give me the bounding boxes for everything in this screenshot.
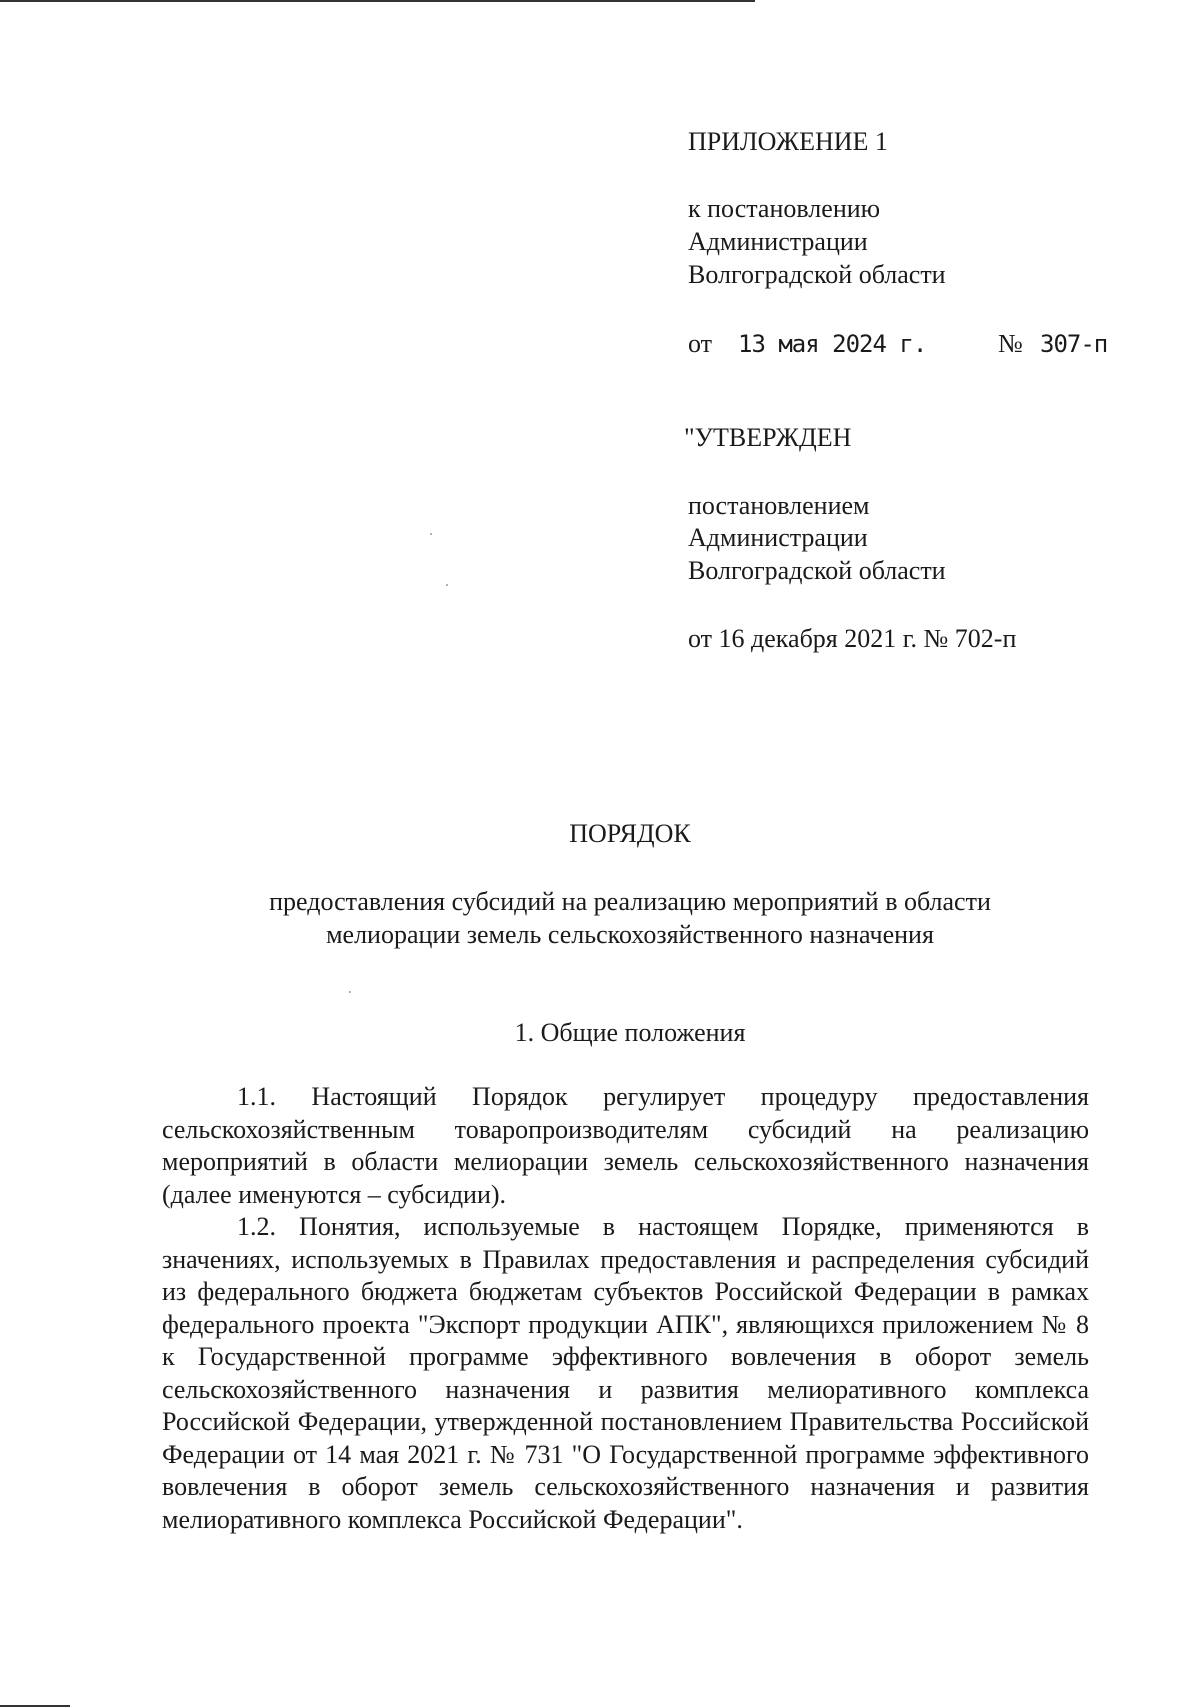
document-body bbox=[162, 1081, 1089, 1536]
approved-title: "УТВЕРЖДЕН bbox=[684, 423, 852, 452]
appendix-date-value: 13 мая 2024 г. bbox=[738, 330, 927, 358]
document-subtitle-line-2: мелиорации земель сельскохозяйственного назначения bbox=[326, 920, 934, 949]
approved-by-line-3: Волгоградской области bbox=[688, 556, 946, 585]
section-heading: 1. Общие положения bbox=[514, 1018, 746, 1047]
appendix-date-prefix: от bbox=[688, 329, 713, 358]
appendix-number-prefix: № bbox=[998, 329, 1023, 358]
appendix-number-value: 307-п bbox=[1040, 330, 1108, 358]
scan-top-border bbox=[0, 0, 755, 2]
scan-speck bbox=[446, 584, 448, 586]
document-title: ПОРЯДОК bbox=[569, 819, 691, 848]
scan-speck bbox=[349, 991, 351, 993]
approved-by-line-1: постановлением bbox=[688, 491, 870, 520]
appendix-to-line-3: Волгоградской области bbox=[688, 260, 946, 289]
approved-by-line-2: Администрации bbox=[688, 523, 868, 552]
document-subtitle-line-1: предоставления субсидий на реализацию мероприятий в области bbox=[269, 887, 991, 916]
scan-speck bbox=[430, 533, 432, 535]
appendix-to-line-2: Администрации bbox=[688, 227, 868, 256]
paragraph-1-2: 1.2. Понятия, используемые в настоящем Порядке, применяются в значениях, используемых в Правилах предоставления и распределения субсидий из федерального бюджета бюджетам субъектов Российской Федерации в рамках федерального проекта "Экспорт продукции АПК", являющихся приложением № 8 к Государственной программе эффективного вовлечения в оборот земель сельскохозяйственного назначения и развития мелиоративного комплекса Российской Федерации, утвержденной постановлением Правительства Российской Федерации от 14 мая 2021 г. № 731 "О Государственной программе эффективного вовлечения в оборот земель сельскохозяйственного назначения и развития мелиоративного комплекса Российской Федерации". bbox=[162, 1212, 1089, 1534]
paragraph-1-1: 1.1. Настоящий Порядок регулирует процедуру предоставления сельскохозяйственным товаропроизводителям субсидий на реализацию мероприятий в области мелиорации земель сельскохозяйственного назначения (далее именуются – субсидии). bbox=[162, 1082, 1089, 1209]
appendix-to-line-1: к постановлению bbox=[688, 194, 881, 223]
approved-date-line: от 16 декабря 2021 г. № 702-п bbox=[688, 624, 1017, 653]
appendix-title: ПРИЛОЖЕНИЕ 1 bbox=[688, 127, 888, 156]
